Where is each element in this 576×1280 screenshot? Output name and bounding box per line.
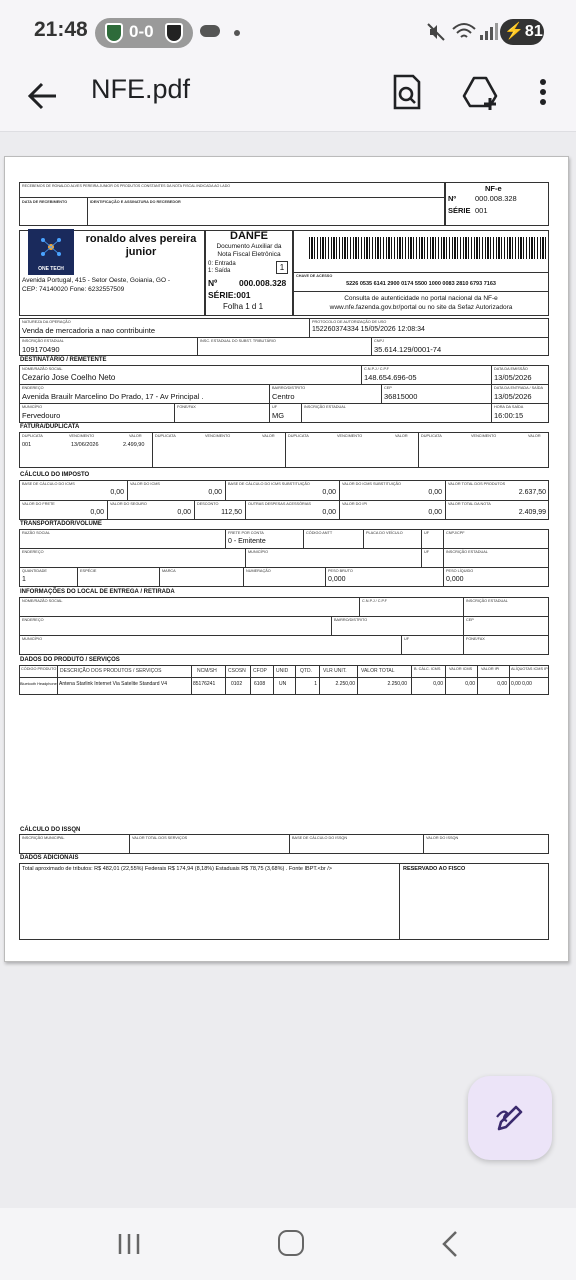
tipo-nota-box: 1 xyxy=(276,261,288,274)
annotate-button[interactable] xyxy=(468,1076,552,1160)
section-produtos: DADOS DO PRODUTO / SERVIÇOS xyxy=(20,657,120,663)
assinatura-label: IDENTIFICAÇÃO E ASSINATURA DO RECEBEDOR xyxy=(90,200,181,204)
danfe-title: DANFE xyxy=(230,230,268,242)
pdf-page[interactable]: RECEBEMOS DE RONALDO ALVES PEREIRA JUNIOR OS PRODUTOS CONSTANTES DA NOTA FISCAL INDICADA AO LADO DATA DE RECEBIMENTO IDENTIFICAÇÃO E ASSINATURA DO RECEBEDOR NF-e Nº 000.008.328 SÉRIE 001 ONE TECH ronaldo alves pereira junior Avenida Portugal, 415 - Setor Oeste, Goiania, GO - CEP: 74140020 Fone: 6232557509 DANFE Documento Auxiliar da Nota Fiscal Eletrônica 0: Entrada 1: Saída 1 Nº 000.008.328 SÉRIE:001 Folha 1 d 1 CHAVE DE ACESSO 5226 0535 6141 2900 0174 5500 1000 0083 2810 6793 7163 Consulta de autenticidade no portal nacional da NF-e www.nfe.fazenda.gov.br/portal ou no site da Sefaz Autorizadora NATUREZA DA OPERAÇÃO Venda de mercadoria a nao contribuinte PROTOCOLO DE AUTORIZAÇÃO DE USO 152260374334 15/05/2026 12:08:34 INSCRIÇÃO ESTADUAL 109170490 INSC. ESTADUAL DO SUBST. TRIBUTÁRIO CNPJ 35.614.129/0001-74 DESTINATÁRIO / REMETENTE NOME/RAZÃO SOCIAL Cezario Jose Coelho Neto C.N.P.J / C.P.F 148.654.696-05 DATA DA EMISSÃO 13/05/2026 ENDEREÇO Avenida Brauilr Marcelino Do Prado, 17 - Av Principal . BAIRRO/DISTRITO Centro CEP 36815000 DATA DA ENTRADA / SAÍDA 13/05/2026 MUNICÍPIO Fervedouro FONE/FAX UF MG INSCRIÇÃO ESTADUAL HORA DA SAÍDA 16:00:15 FATURA/DUPLICATA DUPLICATA VENCIMENTO VALOR DUPLICATA VENCIMENTO VALOR DUPLICATA VENCIMENTO VALOR DUPLICATA VENCIMENTO VALOR 001 13/06/2026 2.499,90 CÁLCULO DO IMPOSTO BASE DE CÁLCULO DO ICMS 0,00 VALOR DO ICMS 0,00 BASE DE CÁLCULO DO ICMS SUBSTITUIÇÃO 0,00 VALOR DO ICMS SUBSTITUIÇÃO 0,00 VALOR TOTAL DOS PRODUTOS 2.637,50 VALOR DO FRETE 0,00 VALOR DO SEGURO 0,00 DESCONTO 112,50 OUTRAS DESPESAS ACESSÓRIAS 0,00 VALOR DO IPI 0,00 VALOR TOTAL DA NOTA 2.409,99 TRANSPORTADOR/VOLUME RAZÃO SOCIAL FRETE POR CONTA 0 - Emitente CÓDIGO ANTT PLACA DO VEÍCULO UF CNPJ/CPF ENDEREÇO MUNICÍPIO UF INSCRIÇÃO ESTADUAL QUANTIDADE 1 ESPÉCIE MARCA NUMERAÇÃO PESO BRUTO 0,000 PESO LÍQUIDO 0,000 INFORMAÇÕES DO LOCAL DE ENTREGA / RETIRADA NOME/RAZÃO SOCIAL C.N.P.J / C.P.F INSCRIÇÃO ESTADUAL ENDEREÇO BAIRRO/DISTRITO CEP MUNICÍPIO UF FONE/FAX DADOS DO PRODUTO / SERVIÇOS CÓDIGO PRODUTO DESCRIÇÃO DOS PRODUTOS / SERVIÇOS NCM/SH CSOSN CFOP UNID QTD. VLR UNIT. VALOR TOTAL B. CÁLC. ICMS VALOR ICMS VALOR IPI ALÍQUOTAS ICMS IPI Bluetooth Headphone Antena Starlink Internet Via Satelite Standard V4 85176241 0102 6108 UN 1 2.250,00 2.250,00 0,00 0,00 0,00 0,00 0,00 CÁLCULO DO ISSQN INSCRIÇÃO MUNICIPAL VALOR TOTAL DOS SERVIÇOS BASE DE CÁLCULO DO ISSQN VALOR DO ISSQN DADOS ADICIONAIS Total aproximado de tributos: R$ 482,01 (22,55%) Federais R$ 174,94 (8,18%) Estaduais R$ 78,75 (3,68%) . Fonte IBPT.<br /> RESERVADO AO FISCO xyxy=(4,156,569,962)
fatura-valor: 2.499,90 xyxy=(123,442,145,448)
barcode-image xyxy=(309,237,547,259)
live-score: 0-0 xyxy=(129,22,154,41)
dest-endereco: Avenida Brauilr Marcelino Do Prado, 17 - Av Principal . xyxy=(22,392,204,401)
logo-mark-icon xyxy=(38,235,64,259)
emitente-cep-fone: CEP: 74140020 Fone: 6232557509 xyxy=(22,286,125,293)
valor-total-produtos: 2.637,50 xyxy=(518,489,546,496)
dest-cep: 36815000 xyxy=(384,392,418,401)
danfe-serie: SÉRIE:001 xyxy=(208,290,251,300)
canhoto-serie: 001 xyxy=(475,206,488,215)
home-icon[interactable] xyxy=(278,1230,304,1256)
emitente-endereco: Avenida Portugal, 415 - Setor Oeste, Goiania, GO - xyxy=(22,277,171,284)
status-bar xyxy=(0,0,576,66)
dest-uf: MG xyxy=(272,411,285,420)
company-logo: ONE TECH xyxy=(28,229,74,275)
dest-nome: Cezario Jose Coelho Neto xyxy=(22,373,116,382)
cloud-icon xyxy=(200,25,220,37)
desconto: 112,50 xyxy=(221,509,242,516)
fatura-dup: 001 xyxy=(22,442,32,448)
dest-hora-saida: 16:00:15 xyxy=(494,411,524,420)
section-issqn: CÁLCULO DO ISSQN xyxy=(20,827,81,833)
dest-cpf: 148.654.696-05 xyxy=(364,373,417,382)
fatura-box xyxy=(19,432,549,468)
peso-liquido: 0,000 xyxy=(446,576,464,583)
app-bar xyxy=(0,66,576,132)
team-crest-icon xyxy=(165,23,183,43)
mute-icon xyxy=(426,22,446,42)
canhoto-numero: 000.008.328 xyxy=(475,194,517,203)
emitente-cnpj: 35.614.129/0001-74 xyxy=(374,345,442,354)
produto-descricao: Antena Starlink Internet Via Satelite Standard V4 xyxy=(59,681,168,687)
emitente-ie: 109170490 xyxy=(22,345,60,354)
dest-emissao: 13/05/2026 xyxy=(494,373,532,382)
document-title: NFE.pdf xyxy=(91,74,191,104)
signal-icon xyxy=(478,22,498,42)
navigation-bar xyxy=(0,1208,576,1280)
charging-icon: ⚡ xyxy=(504,23,524,40)
canhoto-box xyxy=(19,182,445,226)
frete-por-conta: 0 - Emitente xyxy=(228,538,266,545)
back-arrow-icon[interactable] xyxy=(26,76,60,116)
fatura-venc: 13/06/2026 xyxy=(71,442,99,448)
wifi-icon xyxy=(452,22,476,42)
dest-municipio: Fervedouro xyxy=(22,411,61,420)
reservado-fisco: RESERVADO AO FISCO xyxy=(403,866,466,872)
dest-data-saida: 13/05/2026 xyxy=(494,392,532,401)
more-options-icon[interactable] xyxy=(530,72,556,112)
natureza-operacao: Venda de mercadoria a nao contribuinte xyxy=(22,326,156,335)
informacoes-complementares: Total aproximado de tributos: R$ 482,01 (22,55%) Federais R$ 174,94 (8,18%) Estaduais R$ 78,75 (3,68%) . Fonte IBPT.<br /> xyxy=(22,866,333,872)
team-crest-icon xyxy=(105,23,123,43)
live-score-chip[interactable] xyxy=(95,18,193,48)
section-imposto: CÁLCULO DO IMPOSTO xyxy=(20,472,90,478)
search-document-icon[interactable] xyxy=(389,72,425,112)
danfe-numero: 000.008.328 xyxy=(239,278,287,288)
protocolo: 152260374334 15/05/2026 12:08:34 xyxy=(312,326,425,333)
dest-bairro: Centro xyxy=(272,392,295,401)
emitente-nome: ronaldo alves pereira junior xyxy=(85,233,197,258)
section-destinatario: DESTINATÁRIO / REMETENTE xyxy=(20,357,107,363)
edit-pen-icon xyxy=(493,1101,527,1135)
issqn-box xyxy=(19,834,549,854)
section-adicionais: DADOS ADICIONAIS xyxy=(20,855,79,861)
notification-dot-icon xyxy=(234,30,240,36)
valor-total-nota: 2.409,99 xyxy=(518,509,546,516)
data-recebimento-label: DATA DE RECEBIMENTO xyxy=(22,200,68,204)
entrega-box xyxy=(19,597,549,655)
section-transportador: TRANSPORTADOR/VOLUME xyxy=(20,521,102,527)
battery-indicator: ⚡81 xyxy=(500,19,544,45)
canhoto-text: RECEBEMOS DE RONALDO ALVES PEREIRA JUNIOR OS PRODUTOS CONSTANTES DA NOTA FISCAL INDICADA AO LADO xyxy=(22,184,231,188)
recent-apps-icon[interactable] xyxy=(116,1232,142,1256)
section-fatura: FATURA/DUPLICATA xyxy=(20,424,80,430)
chave-acesso: 5226 0535 6141 2900 0174 5500 1000 0083 2810 6793 7163 xyxy=(346,281,496,287)
section-entrega: INFORMAÇÕES DO LOCAL DE ENTREGA / RETIRADA xyxy=(20,589,175,595)
adicionais-box xyxy=(19,863,549,940)
peso-bruto: 0,000 xyxy=(328,576,346,583)
nfe-label: NF-e xyxy=(485,184,502,193)
transportador-box xyxy=(19,529,549,587)
quantidade: 1 xyxy=(22,576,26,583)
danfe-folha: Folha 1 d 1 xyxy=(223,302,264,311)
add-to-drive-icon[interactable] xyxy=(462,72,500,112)
nav-back-icon[interactable] xyxy=(440,1230,460,1258)
status-time: 21:48 xyxy=(34,18,88,41)
